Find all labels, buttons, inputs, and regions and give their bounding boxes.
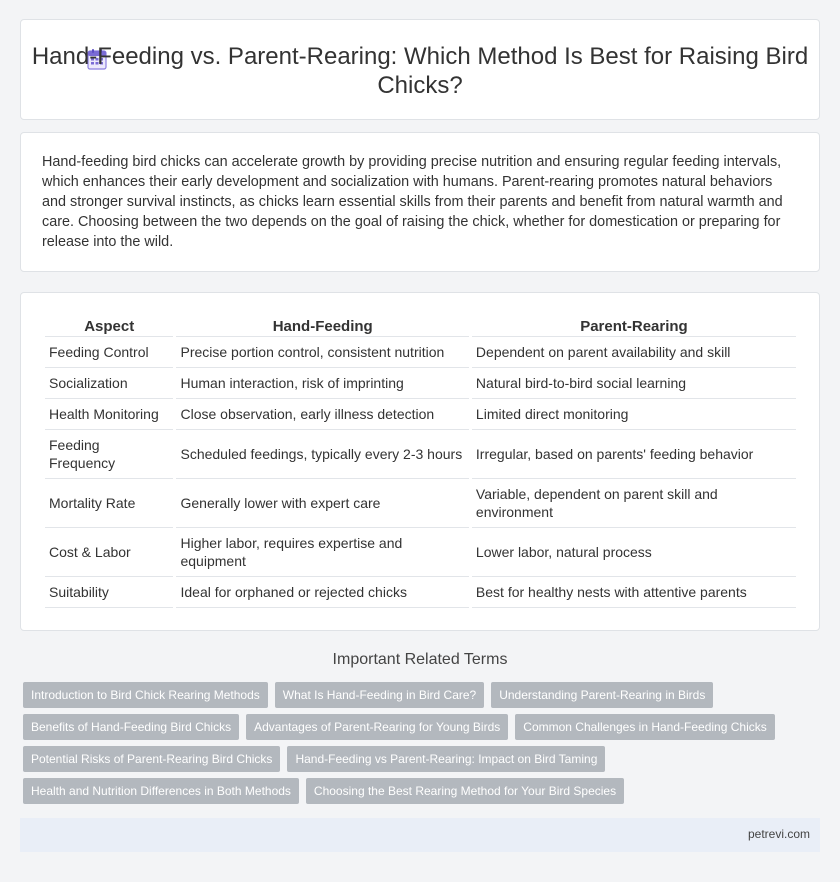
title-card [20,19,820,120]
comparison-table-card [20,292,820,631]
table-row [45,528,796,577]
table-cell: Close observation, early illness detection [176,399,468,430]
table-cell: Best for healthy nests with attentive parents [472,577,796,608]
tag-row [23,714,813,740]
related-terms-heading: Important Related Terms [332,651,508,668]
header-aspect: Aspect [45,315,173,337]
table-cell: Dependent on parent availability and skill [472,337,796,368]
table-cell: Natural bird-to-bird social learning [472,368,796,399]
table-cell: Health Monitoring [45,399,173,430]
related-term-tag[interactable]: Common Challenges in Hand-Feeding Chicks [515,714,774,740]
table-cell: Irregular, based on parents' feeding behavior [472,430,796,479]
table-row [45,577,796,608]
table-cell: Generally lower with expert care [176,479,468,528]
table-cell: Higher labor, requires expertise and equipment [176,528,468,577]
related-term-tag[interactable]: Health and Nutrition Differences in Both Methods [23,778,299,804]
related-term-tag[interactable]: Introduction to Bird Chick Rearing Methods [23,682,268,708]
table-cell: Lower labor, natural process [472,528,796,577]
footer-site-link[interactable]: petrevi.com [747,827,810,841]
related-term-tag[interactable]: Benefits of Hand-Feeding Bird Chicks [23,714,239,740]
table-header-row [45,315,796,337]
table-cell: Cost & Labor [45,528,173,577]
header-hand-feeding: Hand-Feeding [176,315,468,337]
related-term-tag[interactable]: Advantages of Parent-Rearing for Young Birds [246,714,508,740]
table-row [45,368,796,399]
table-cell: Human interaction, risk of imprinting [176,368,468,399]
table-cell: Suitability [45,577,173,608]
header-parent-rearing: Parent-Rearing [472,315,796,337]
tag-row [23,778,813,804]
page-title: Hand-Feeding vs. Parent-Rearing: Which Method Is Best for Raising Bird Chicks? [31,43,809,99]
table-cell: Ideal for orphaned or rejected chicks [176,577,468,608]
table-cell: Variable, dependent on parent skill and environment [472,479,796,528]
table-cell: Limited direct monitoring [472,399,796,430]
table-cell: Socialization [45,368,173,399]
table-cell: Feeding Frequency [45,430,173,479]
table-row [45,337,796,368]
related-term-tag[interactable]: Understanding Parent-Rearing in Birds [491,682,713,708]
table-row [45,399,796,430]
related-term-tag[interactable]: Hand-Feeding vs Parent-Rearing: Impact on Bird Taming [287,746,605,772]
tag-row [23,746,813,772]
table-cell: Precise portion control, consistent nutrition [176,337,468,368]
summary-text: Hand-feeding bird chicks can accelerate growth by providing precise nutrition and ensuring regular feeding intervals, which enhances their early development and socialization with humans. Parent-rearing promotes natural behaviors and stronger survival instincts, as chicks learn essential skills from their parents and benefit from natural warmth and care. Choosing between the two depends on the goal of raising the chick, whether for domestication or preparing for release into the wild. [42,154,783,250]
table-row [45,430,796,479]
related-term-tag[interactable]: What Is Hand-Feeding in Bird Care? [275,682,484,708]
table-row [45,479,796,528]
table-cell: Feeding Control [45,337,173,368]
table-cell: Mortality Rate [45,479,173,528]
related-terms-list [23,682,813,810]
tag-row [23,682,813,708]
summary-card [20,132,820,272]
related-term-tag[interactable]: Choosing the Best Rearing Method for Your Bird Species [306,778,624,804]
table-cell: Scheduled feedings, typically every 2-3 hours [176,430,468,479]
related-term-tag[interactable]: Potential Risks of Parent-Rearing Bird Chicks [23,746,280,772]
footer [20,818,820,852]
comparison-table [42,315,799,608]
